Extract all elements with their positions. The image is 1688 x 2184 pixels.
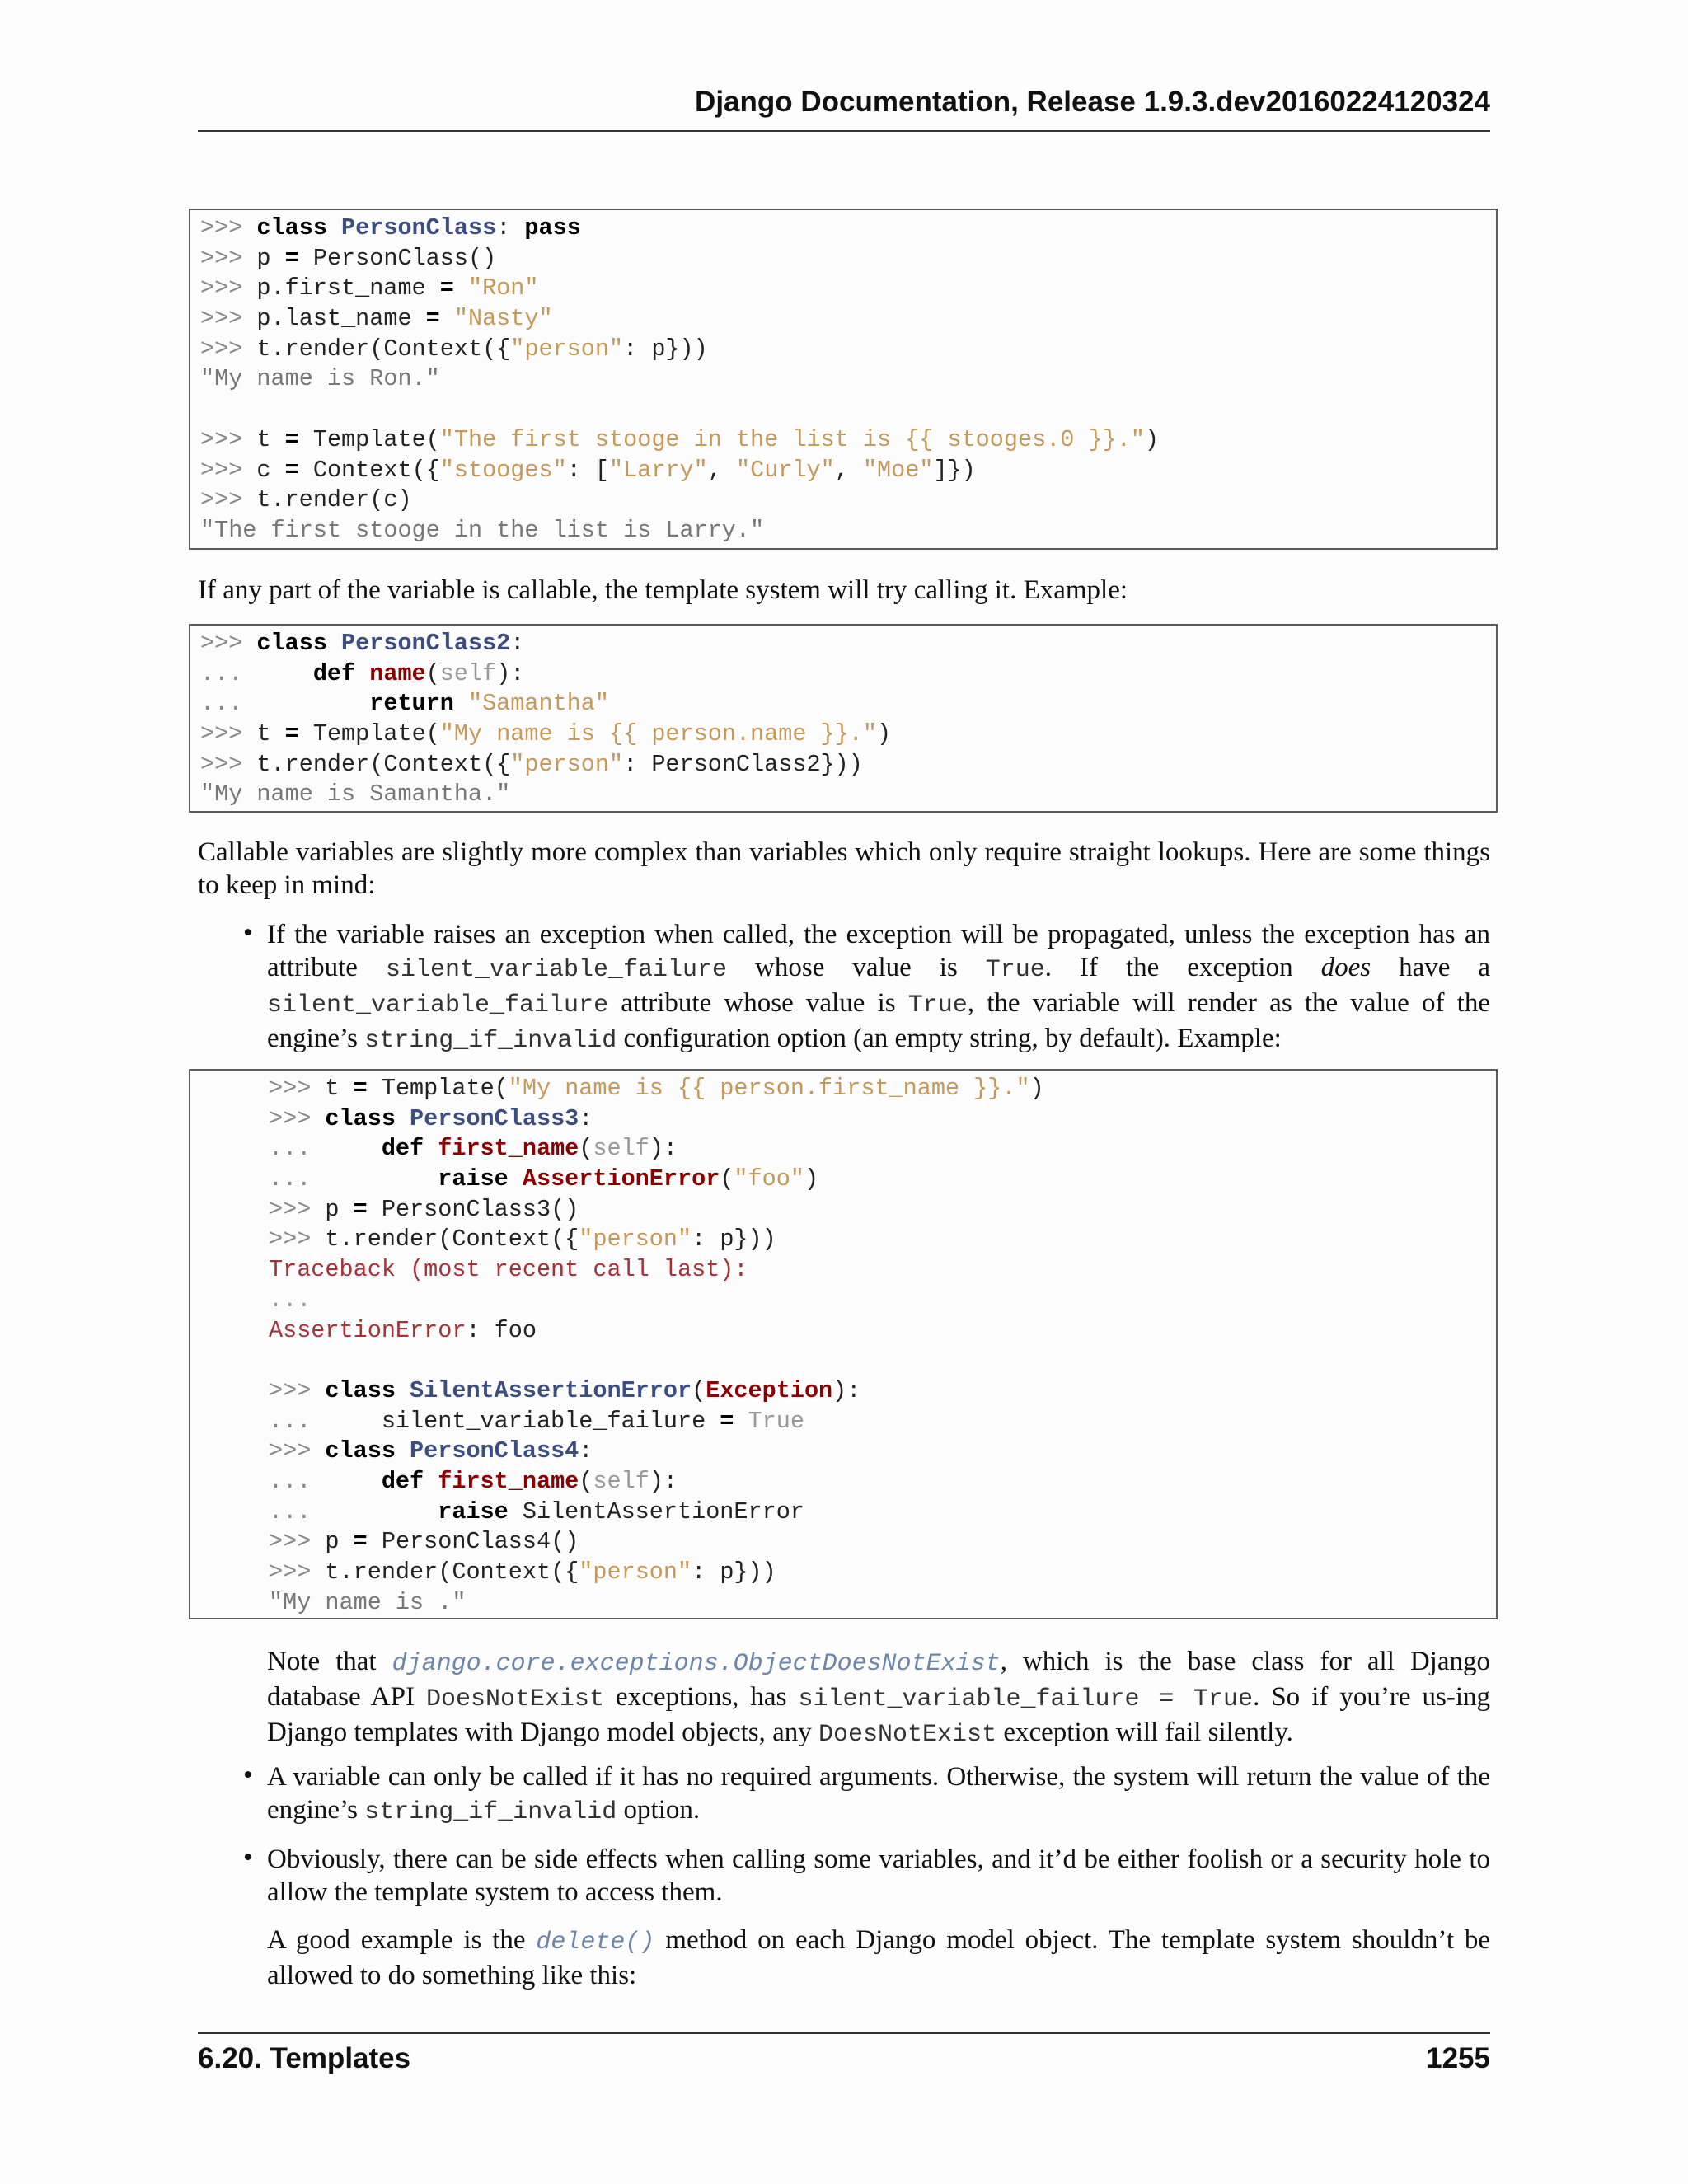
- code-token: AssertionError: [522, 1165, 720, 1193]
- code-line: [269, 1346, 1496, 1376]
- code-token: >>>: [200, 335, 257, 363]
- code-token: :: [579, 1104, 593, 1132]
- code-token: self: [593, 1135, 649, 1163]
- code-token: t.render(Context({: [325, 1226, 579, 1254]
- code-token: ...: [269, 1135, 382, 1163]
- code-token: "My name is {{ person.first_name }}.": [508, 1075, 1030, 1102]
- code-token: def: [381, 1467, 424, 1495]
- code-token: ,: [707, 456, 736, 484]
- code-token: PersonClass3(): [367, 1195, 579, 1223]
- code-line: [269, 1316, 1496, 1347]
- code-token: p: [256, 244, 285, 272]
- code-line: [200, 213, 1496, 244]
- code-line: [269, 1436, 1496, 1467]
- code-token: "The first stooge in the list is Larry.": [200, 516, 765, 544]
- object-does-not-exist-link[interactable]: django.core.exceptions.ObjectDoesNotExist: [392, 1650, 1001, 1678]
- header-rule: [198, 130, 1490, 132]
- code-token: : p})): [692, 1558, 776, 1586]
- code-block-silent-failure: [189, 1069, 1498, 1619]
- code-token: PersonClass: [341, 214, 497, 241]
- code-token: "My name is Samantha.": [200, 780, 511, 808]
- callable-intro-paragraph: If any part of the variable is callable, the template system will try calling it. Example:: [198, 575, 1128, 605]
- code-token: t: [256, 425, 285, 453]
- code-token: "Larry": [609, 456, 708, 484]
- code-block-person-class2: [189, 624, 1498, 813]
- code-token: ,: [834, 456, 863, 484]
- code-token: >>>: [269, 1075, 326, 1102]
- code-token: class: [256, 630, 327, 657]
- code-token: [424, 1135, 438, 1162]
- code-token: ):: [496, 659, 525, 687]
- code-token: SilentAssertionError: [508, 1497, 804, 1526]
- code-token: :: [510, 630, 525, 657]
- code-token: [454, 690, 468, 717]
- code-token: name: [369, 659, 426, 687]
- delete-example-paragraph: A good example is the delete() method on each Django model object. The template system shouldn’t be allowed to do something like this:: [267, 1925, 1490, 1990]
- bullet-exception-propagation: If the variable raises an exception when called, the exception will be propagated, unless the exception has an attribute silent_variable_failure whose value is True. If the exception does have a silent_variable_failure attribute whose value is True, the variable will render as the value of the engine’s string_if_invalid configuration option (an empty string, by default). Example:: [267, 920, 1490, 1055]
- code-token: >>>: [269, 1376, 326, 1404]
- code-token: ): [876, 720, 892, 748]
- code-token: >>>: [200, 720, 257, 748]
- code-token: Context({: [298, 456, 440, 484]
- code-line: [200, 456, 1496, 486]
- code-token: t.render(Context({: [256, 335, 511, 363]
- code-token: PersonClass3: [410, 1104, 579, 1132]
- running-header: Django Documentation, Release 1.9.3.dev20160224120324: [695, 86, 1490, 118]
- code-token: AssertionError: [269, 1316, 467, 1344]
- code-token: >>>: [200, 244, 257, 272]
- code-line: [200, 689, 1496, 719]
- code-token: "Nasty": [453, 305, 553, 333]
- code-line: [200, 274, 1496, 304]
- code-token: >>>: [200, 456, 257, 484]
- code-token: ...: [269, 1165, 438, 1193]
- code-token: c: [256, 456, 285, 484]
- code-token: [396, 1437, 410, 1465]
- code-token: "person": [510, 750, 624, 778]
- code-token: "Moe": [862, 456, 934, 484]
- code-token: "My name is .": [269, 1588, 467, 1616]
- code-token: ): [804, 1165, 819, 1193]
- code-token: ...: [269, 1286, 312, 1314]
- code-token: "person": [579, 1558, 692, 1586]
- code-token: >>>: [269, 1104, 326, 1132]
- code-token: "stooges": [439, 456, 567, 484]
- code-token: =: [284, 244, 299, 272]
- code-token: p: [325, 1528, 354, 1556]
- code-token: p.last_name: [256, 305, 426, 333]
- code-token: [454, 274, 468, 302]
- code-token: >>>: [269, 1528, 326, 1556]
- code-token: [355, 660, 369, 687]
- bullet-marker: •: [243, 918, 253, 948]
- code-token: ...: [200, 690, 370, 718]
- code-token: PersonClass4(): [367, 1528, 579, 1556]
- code-token: (: [692, 1376, 706, 1404]
- code-line: [269, 1588, 1496, 1619]
- code-token: t.render(Context({: [325, 1558, 579, 1586]
- code-token: ...: [200, 659, 313, 687]
- code-token: [327, 214, 341, 241]
- bullet-marker: •: [243, 1843, 253, 1872]
- code-token: [424, 1468, 438, 1495]
- code-token: ):: [832, 1376, 861, 1404]
- code-line: [269, 1376, 1496, 1407]
- code-token: class: [325, 1376, 396, 1404]
- code-token: class: [256, 214, 327, 241]
- code-token: >>>: [269, 1226, 326, 1254]
- code-token: [440, 305, 454, 332]
- code-line: [200, 780, 1496, 810]
- code-block-person-class: [189, 209, 1498, 550]
- code-token: "person": [510, 335, 624, 363]
- code-line: [269, 1104, 1496, 1135]
- code-line: [200, 425, 1496, 456]
- code-token: >>>: [200, 486, 257, 514]
- code-token: "Ron": [467, 274, 539, 302]
- code-token: def: [381, 1135, 424, 1163]
- code-token: =: [353, 1195, 368, 1223]
- code-token: class: [325, 1104, 396, 1132]
- code-token: =: [439, 274, 454, 302]
- code-token: >>>: [269, 1437, 326, 1465]
- code-token: ): [1029, 1075, 1044, 1102]
- bullet-side-effects: Obviously, there can be side effects when calling some variables, and it’d be either foolish or a security hole to allow the template system to access them.: [267, 1844, 1490, 1907]
- code-line: [200, 364, 1496, 395]
- code-token: ): [1144, 425, 1160, 453]
- code-token: (: [720, 1165, 734, 1193]
- footer-section-title: 6.20. Templates: [198, 2042, 411, 2074]
- footer-rule: [198, 2032, 1490, 2034]
- code-token: p: [325, 1195, 354, 1223]
- code-token: PersonClass2: [341, 630, 511, 657]
- code-token: >>>: [200, 305, 257, 333]
- code-token: (: [425, 659, 440, 687]
- code-token: (: [579, 1135, 593, 1163]
- code-token: first_name: [438, 1135, 579, 1163]
- code-line: [200, 516, 1496, 546]
- code-token: t.render(c): [256, 486, 412, 514]
- code-token: [396, 1377, 410, 1404]
- code-token: first_name: [438, 1467, 579, 1495]
- delete-method-link[interactable]: delete(): [536, 1929, 655, 1957]
- code-token: "Samantha": [467, 690, 609, 718]
- code-line: [200, 335, 1496, 365]
- code-token: class: [325, 1437, 396, 1465]
- code-token: >>>: [269, 1558, 326, 1586]
- code-line: [269, 1074, 1496, 1104]
- callable-note-paragraph: Callable variables are slightly more complex than variables which only require straight lookups. Here are some things to keep in mind:: [198, 837, 1490, 900]
- code-token: Template(: [298, 425, 440, 453]
- code-token: ):: [649, 1135, 678, 1163]
- code-token: pass: [524, 214, 581, 241]
- code-token: t.render(Context({: [256, 750, 511, 778]
- code-token: raise: [438, 1497, 509, 1526]
- code-token: : p})): [623, 335, 708, 363]
- code-token: return: [369, 690, 454, 718]
- code-token: [509, 1165, 523, 1193]
- code-token: [396, 1105, 410, 1132]
- code-token: "My name is Ron.": [200, 365, 440, 393]
- code-token: "foo": [734, 1165, 804, 1193]
- code-token: [734, 1408, 748, 1435]
- code-token: self: [439, 659, 497, 687]
- code-line: [269, 1467, 1496, 1497]
- code-line: [269, 1497, 1496, 1528]
- code-token: ]}): [933, 456, 976, 484]
- code-token: =: [284, 456, 299, 484]
- code-token: SilentAssertionError: [410, 1376, 692, 1404]
- code-token: [327, 630, 341, 657]
- code-line: [269, 1527, 1496, 1558]
- code-line: [269, 1286, 1496, 1316]
- code-line: [269, 1195, 1496, 1226]
- code-token: : p})): [692, 1226, 776, 1254]
- code-token: ...: [269, 1497, 438, 1526]
- code-token: def: [312, 659, 356, 687]
- code-line: [200, 750, 1496, 780]
- bullet-marker: •: [243, 1760, 253, 1790]
- code-token: =: [284, 425, 299, 453]
- code-line: [200, 719, 1496, 750]
- code-token: p.first_name: [256, 274, 440, 302]
- code-token: >>>: [200, 750, 257, 778]
- code-token: ):: [649, 1467, 678, 1495]
- code-line: [269, 1407, 1496, 1437]
- code-token: raise: [438, 1165, 509, 1193]
- code-token: >>>: [200, 425, 257, 453]
- code-token: >>>: [200, 274, 257, 302]
- code-token: PersonClass(): [298, 244, 497, 272]
- code-line: [200, 244, 1496, 274]
- code-token: >>>: [200, 630, 257, 657]
- bullet-required-arguments: A variable can only be called if it has no required arguments. Otherwise, the system will return the value of the engine’s string_if_invalid option.: [267, 1762, 1490, 1826]
- code-token: Traceback (most recent call last):: [269, 1256, 748, 1284]
- code-token: Template(: [298, 720, 440, 748]
- code-token: ...: [269, 1407, 382, 1435]
- code-token: : foo: [466, 1316, 537, 1344]
- code-token: >>>: [269, 1195, 326, 1223]
- code-token: =: [720, 1407, 734, 1435]
- code-token: (: [579, 1467, 593, 1495]
- code-token: Template(: [367, 1075, 509, 1102]
- code-token: =: [425, 305, 440, 333]
- code-token: :: [496, 214, 525, 241]
- code-token: "The first stooge in the list is {{ stooges.0 }}.": [439, 425, 1145, 453]
- code-line: [200, 304, 1496, 335]
- code-line: [200, 659, 1496, 690]
- code-token: "Curly": [735, 456, 835, 484]
- code-token: =: [353, 1075, 368, 1102]
- code-line: [269, 1165, 1496, 1195]
- code-line: [200, 395, 1496, 425]
- code-line: [269, 1134, 1496, 1165]
- code-line: [269, 1255, 1496, 1286]
- code-token: :: [579, 1437, 593, 1465]
- code-token: >>>: [200, 214, 257, 241]
- code-token: True: [748, 1407, 804, 1435]
- code-token: self: [593, 1467, 649, 1495]
- code-token: PersonClass4: [410, 1437, 579, 1465]
- code-token: "My name is {{ person.name }}.": [439, 720, 877, 748]
- code-line: [200, 629, 1496, 659]
- footer-page-number: 1255: [1426, 2042, 1490, 2074]
- code-token: =: [284, 720, 299, 748]
- code-token: Exception: [706, 1376, 833, 1404]
- code-token: t: [256, 720, 285, 748]
- code-line: [269, 1558, 1496, 1588]
- code-token: =: [353, 1528, 368, 1556]
- code-line: [200, 485, 1496, 516]
- code-token: : [: [566, 456, 610, 484]
- code-token: : PersonClass2})): [623, 750, 863, 778]
- code-token: "person": [579, 1226, 692, 1254]
- code-token: ...: [269, 1467, 382, 1495]
- code-token: silent_variable_failure: [381, 1407, 720, 1435]
- note-paragraph: Note that django.core.exceptions.ObjectDoesNotExist, which is the base class for all Django database API DoesNotExist exceptions, has silent_variable_failure = True. So if you’re us-ing Django templates with Django model objects, any DoesNotExist exception will fail silently.: [267, 1647, 1491, 1749]
- code-line: [269, 1225, 1496, 1255]
- code-token: t: [325, 1075, 354, 1102]
